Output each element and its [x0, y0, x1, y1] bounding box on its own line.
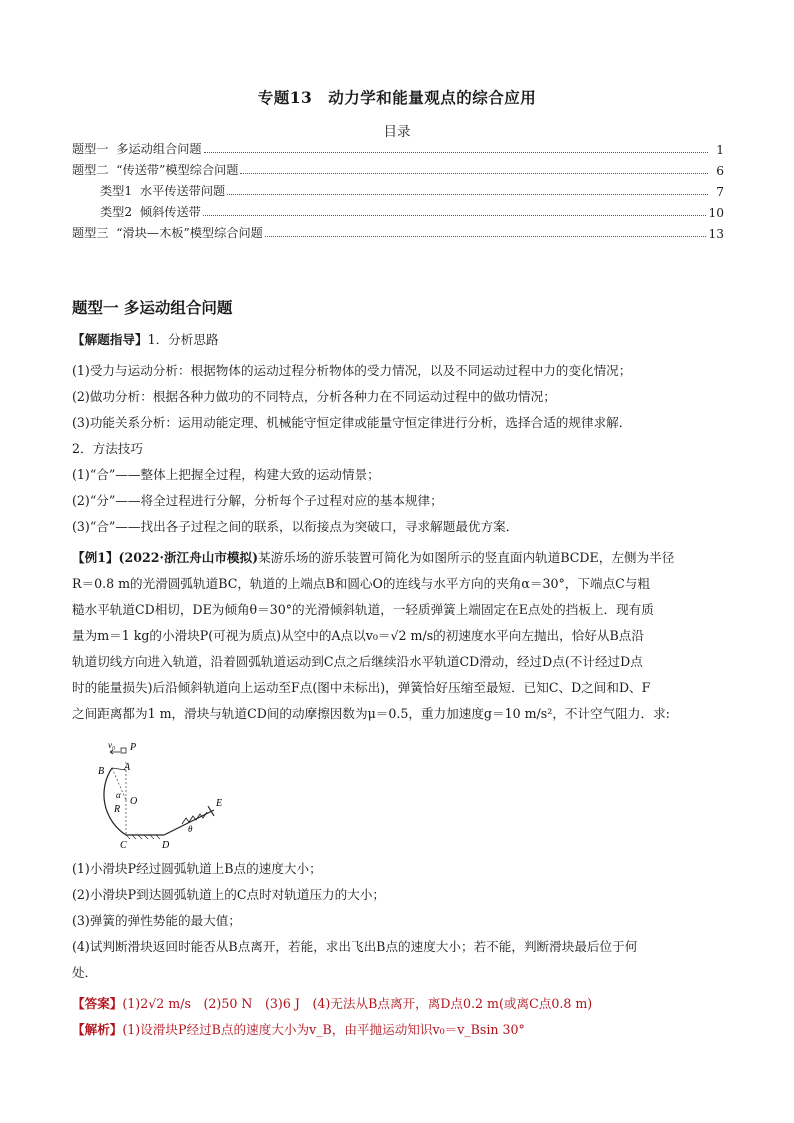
analysis-line	[72, 1020, 722, 1040]
guide-line: (2)做功分析：根据各种力做功的不同特点，分析各种力在不同运动过程中的做功情况；	[72, 389, 556, 404]
example-line: 糙水平轨道CD相切，DE为倾角θ＝30°的光滑倾斜轨道，一轻质弹簧上端固定在E点处的挡板上．现有质	[72, 602, 654, 617]
toc-item-label: 类型2 倾斜传送带	[100, 205, 201, 219]
toc-item[interactable]	[72, 158, 724, 178]
label-R: R	[114, 804, 121, 815]
guide-line: (1)受力与运动分析：根据物体的运动过程分析物体的受力情况，以及不同运动过程中力的变化情况；	[72, 363, 632, 378]
example-tag: 【例1】	[72, 550, 119, 565]
section-heading: 题型一 多运动组合问题	[72, 298, 233, 317]
toc-leader	[204, 152, 708, 153]
guide-line	[72, 330, 722, 350]
label-D: D	[162, 840, 170, 850]
example-line: 时的能量损失)后沿倾斜轨道向上运动至F点(图中未标出)，弹簧恰好压缩至最短．已知C、D之间和D、F	[72, 680, 651, 695]
label-E: E	[216, 798, 223, 809]
guide-line: (3)“合”——找出各子过程之间的联系，以衔接点为突破口，寻求解题最优方案．	[72, 519, 519, 534]
toc-item[interactable]	[72, 137, 724, 157]
guide-line: 2．方法技巧	[72, 441, 143, 456]
label-P: P	[130, 742, 137, 753]
example-line: 轨道切线方向进入轨道，沿着圆弧轨道运动到C点之后继续沿水平轨道CD滑动，经过D点(不计经过D点	[72, 654, 643, 669]
question-line: (2)小滑块P到达圆弧轨道上的C点时对轨道压力的大小；	[72, 887, 386, 902]
toc-item-page: 13	[708, 227, 724, 241]
label-C: C	[120, 840, 127, 850]
toc-leader	[265, 236, 707, 237]
guide-text: 1．分析思路	[147, 332, 219, 347]
toc-item-page: 6	[716, 164, 724, 178]
toc-item-label: 题型一 多运动组合问题	[72, 142, 202, 156]
guide-line: (1)“合”——整体上把握全过程，构建大致的运动情景；	[72, 467, 380, 482]
question-line: (1)小滑块P经过圆弧轨道上B点的速度大小；	[72, 861, 322, 876]
label-v0: v₀	[108, 740, 116, 750]
example-line: R＝0.8 m的光滑圆弧轨道BC，轨道的上端点B和圆心O的连线与水平方向的夹角α＝30°，下端点C与粗	[72, 576, 650, 591]
example-line	[72, 548, 722, 568]
toc-heading: 目录	[383, 124, 411, 140]
example-line: 量为m＝1 kg的小滑块P(可视为质点)从空中的A点以v₀＝√2 m/s的初速度水平向左抛出，恰好从B点沿	[72, 628, 644, 643]
track-diagram	[86, 740, 236, 850]
toc-item[interactable]	[72, 221, 724, 241]
page-title: 专题13 动力学和能量观点的综合应用	[257, 88, 537, 107]
question-line: (3)弹簧的弹性势能的最大值；	[72, 913, 241, 928]
analysis-text: (1)设滑块P经过B点的速度大小为v_B，由平抛运动知识v₀＝v_Bsin 30°	[122, 1022, 525, 1037]
label-B: B	[98, 766, 105, 777]
toc-item-page: 10	[708, 206, 724, 220]
label-O: O	[130, 796, 138, 807]
toc-leader	[227, 194, 708, 195]
toc-leader	[240, 173, 708, 174]
example-line: 之间距离都为1 m，滑块与轨道CD间的动摩擦因数为μ＝0.5，重力加速度g＝10 m/s²，不计空气阻力．求:	[72, 706, 670, 721]
toc-leader	[203, 215, 707, 216]
label-alpha: α	[116, 790, 121, 800]
toc-item[interactable]	[100, 200, 724, 220]
example-text: 某游乐场的游乐装置可简化为如图所示的竖直面内轨道BCDE，左侧为半径	[258, 550, 675, 565]
answer-tag: 【答案】	[72, 996, 123, 1011]
question-line: 处．	[72, 965, 98, 980]
toc-item-label: 类型1 水平传送带问题	[100, 184, 226, 198]
answer-line	[72, 994, 722, 1014]
label-A: A	[124, 762, 131, 773]
analysis-tag: 【解析】	[72, 1022, 123, 1037]
toc-item[interactable]	[100, 179, 724, 199]
answer-text: (1)2√2 m/s (2)50 N (3)6 J (4)无法从B点离开，离D点0.2 m(或离C点0.8 m)	[122, 996, 593, 1011]
question-line: (4)试判断滑块返回时能否从B点离开，若能，求出飞出B点的速度大小；若不能，判断滑块最后位于何	[72, 939, 638, 954]
guide-tag: 【解题指导】	[72, 332, 148, 347]
toc-item-label: 题型二 “传送带”模型综合问题	[72, 163, 239, 177]
example-source: (2022·浙江舟山市模拟)	[118, 550, 259, 565]
guide-line: (2)“分”——将全过程进行分解，分析每个子过程对应的基本规律；	[72, 493, 443, 508]
toc-item-label: 题型三 “滑块—木板”模型综合问题	[72, 226, 263, 240]
guide-line: (3)功能关系分析：运用动能定理、机械能守恒定律或能量守恒定律进行分析，选择合适的规律求解．	[72, 415, 632, 430]
toc-item-page: 7	[716, 185, 724, 199]
toc-item-page: 1	[716, 143, 724, 157]
label-theta: θ	[188, 824, 193, 834]
